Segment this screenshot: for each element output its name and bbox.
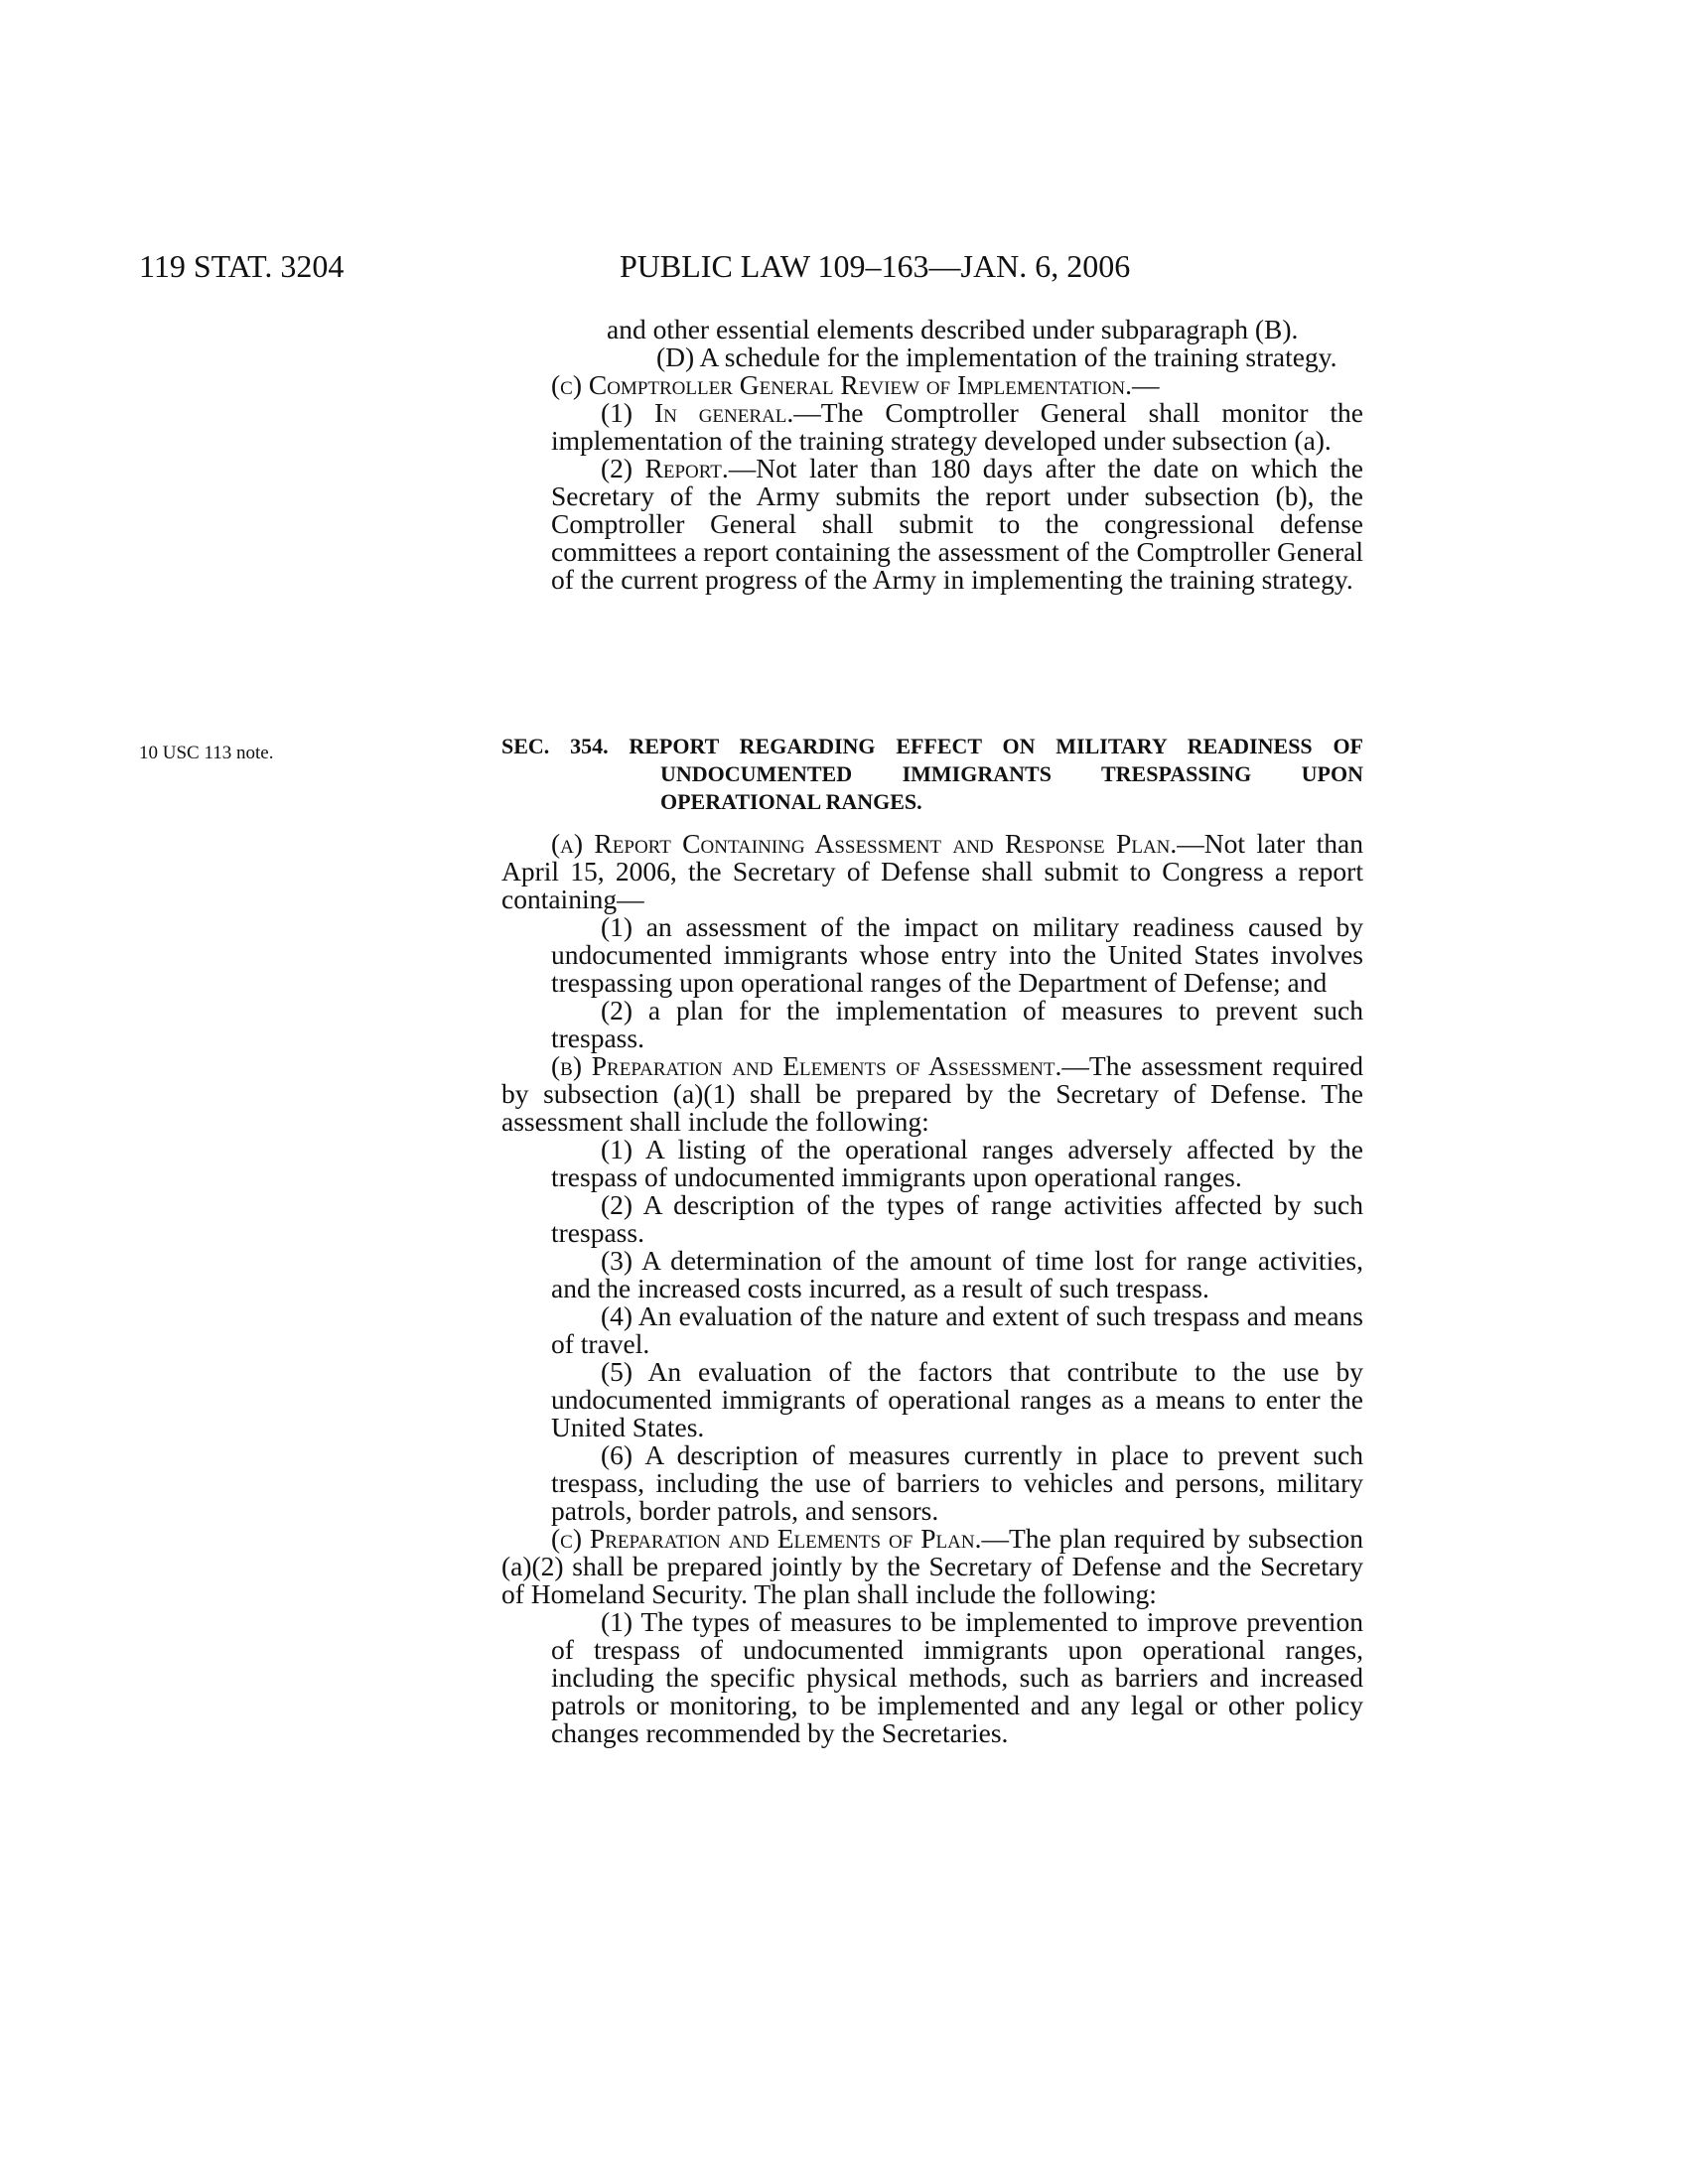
paragraph-c1: (1) In general.—The Comptroller General shall monitor the implementation of the training strategy developed under subsection (a). [551, 397, 1363, 456]
item-c1: (1) The types of measures to be implemented to improve prevention of trespass of undocumented immigrants upon operational ranges, including the specific physical methods, such as barriers and increased patrols or monitoring, to be implemented and any legal or other policy changes recommended by the Secretaries. [551, 1606, 1363, 1748]
item-b3: (3) A determination of the amount of time lost for range activities, and the increased costs incurred, as a result of such trespass. [551, 1245, 1363, 1303]
section-heading: SEC. 354. REPORT REGARDING EFFECT ON MILITARY READINESS OF UNDOCUMENTED IMMIGRANTS TRESPASSING UPON OPERATIONAL RANGES. [501, 734, 1363, 814]
item-b2: (2) A description of the types of range activities affected by such trespass. [551, 1189, 1363, 1248]
item-d: (D) A schedule for the implementation of the training strategy. [656, 341, 1337, 372]
page-header [0, 248, 1688, 288]
item-b6: (6) A description of measures currently in place to prevent such trespass, including the use of barriers to vehicles and persons, military patrols, border patrols, and sensors. [551, 1439, 1363, 1526]
subsection-b: (b) Preparation and Elements of Assessment.—The assessment required by subsection (a)(1) shall be prepared by the Secretary of Defense. The assessment shall include the following: [501, 1050, 1364, 1137]
top-block [501, 316, 1363, 594]
subsection-c: (c) Preparation and Elements of Plan.—The plan required by subsection (a)(2) shall be prepared jointly by the Secretary of Defense and the Secretary of Homeland Security. The plan shall include the following: [501, 1523, 1363, 1609]
paragraph-c2: (2) Report.—Not later than 180 days after the date on which the Secretary of the Army submits the report under subsection (b), the Comptroller General shall submit to the congressional defense committees a report containing the assessment of the Comptroller General of the current progress of the Army in implementing the training strategy. [551, 453, 1363, 595]
item-b1: (1) A listing of the operational ranges adversely affected by the trespass of undocumented immigrants upon operational ranges. [551, 1134, 1363, 1192]
item-a2: (2) a plan for the implementation of measures to prevent such trespass. [551, 995, 1363, 1053]
section-body [501, 830, 1363, 1747]
continuation-text: and other essential elements described under subparagraph (B). [607, 314, 1299, 344]
stat-reference: 119 STAT. 3204 [139, 248, 345, 284]
item-b4: (4) An evaluation of the nature and extent of such trespass and means of travel. [551, 1300, 1363, 1359]
subsection-a: (a) Report Containing Assessment and Response Plan.—Not later than April 15, 2006, the Secretary of Defense shall submit to Congress a report containing— [501, 828, 1363, 914]
margin-note: 10 USC 113 note. [139, 743, 274, 763]
item-b5: (5) An evaluation of the factors that contribute to the use by undocumented immigrants of operational ranges as a means to enter the United States. [551, 1356, 1363, 1442]
subsection-c-heading: (c) Comptroller General Review of Implementation.— [551, 369, 1160, 400]
item-a1: (1) an assessment of the impact on military readiness caused by undocumented immigrants whose entry into the United States involves trespassing upon operational ranges of the Department of Defense; and [551, 911, 1363, 998]
law-title: PUBLIC LAW 109–163—JAN. 6, 2006 [620, 248, 1131, 284]
